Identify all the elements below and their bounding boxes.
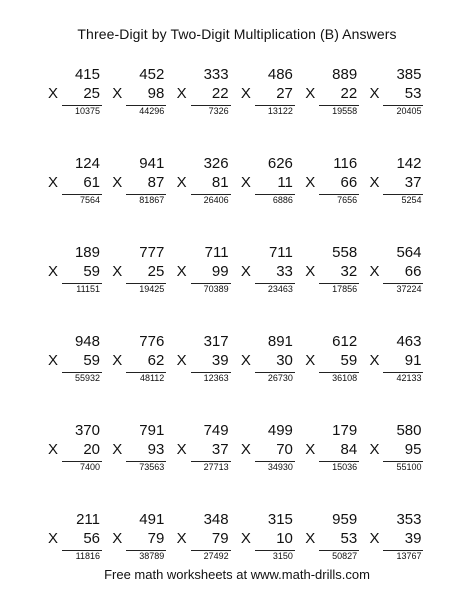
product-answer: 3150: [272, 551, 293, 561]
problem-13: [44, 244, 108, 333]
multiply-sign: X: [112, 441, 123, 458]
problem-36: [365, 511, 429, 600]
problem-7: [44, 155, 108, 244]
problem-24: [365, 333, 429, 422]
multiplier: 59: [340, 352, 358, 369]
multiply-sign: X: [48, 530, 59, 547]
multiply-sign: X: [240, 352, 251, 369]
product-answer: 5254: [401, 195, 422, 205]
multiplicand: 326: [203, 155, 229, 172]
problem-32: [108, 511, 172, 600]
multiplier: 39: [211, 352, 229, 369]
multiplicand: 211: [76, 511, 100, 528]
multiplier: 32: [340, 263, 358, 280]
problem-34: [237, 511, 301, 600]
multiply-sign: X: [48, 441, 59, 458]
multiply-sign: X: [240, 530, 251, 547]
problem-26: [108, 422, 172, 511]
product-answer: 15036: [332, 462, 358, 472]
multiply-sign: X: [176, 530, 187, 547]
problem-30: [365, 422, 429, 511]
product-answer: 19558: [332, 106, 358, 116]
multiplicand: 558: [332, 244, 358, 261]
multiplier: 53: [404, 85, 422, 102]
product-answer: 34930: [267, 462, 293, 472]
problem-2: [108, 66, 172, 155]
multiply-sign: X: [112, 530, 123, 547]
problem-14: [108, 244, 172, 333]
multiplicand: 370: [74, 422, 100, 439]
problem-31: [44, 511, 108, 600]
problem-4: [237, 66, 301, 155]
problem-6: [365, 66, 429, 155]
multiplicand: 385: [396, 66, 422, 83]
problem-12: [365, 155, 429, 244]
multiplier: 25: [147, 263, 165, 280]
product-answer: 81867: [139, 195, 165, 205]
problem-9: [173, 155, 237, 244]
multiply-sign: X: [305, 441, 316, 458]
problem-35: [301, 511, 365, 600]
problem-grid: [44, 66, 430, 600]
multiplicand: 612: [332, 333, 358, 350]
product-answer: 19425: [139, 284, 165, 294]
multiplicand: 959: [332, 511, 358, 528]
multiply-sign: X: [48, 352, 59, 369]
multiplicand: 353: [396, 511, 422, 528]
multiply-sign: X: [176, 352, 187, 369]
problem-21: [173, 333, 237, 422]
multiply-sign: X: [48, 174, 59, 191]
multiplier: 66: [404, 263, 422, 280]
multiplicand: 711: [268, 244, 293, 261]
problem-10: [237, 155, 301, 244]
multiplicand: 749: [203, 422, 229, 439]
product-answer: 27492: [203, 551, 229, 561]
multiplier: 61: [83, 174, 100, 191]
multiplicand: 189: [74, 244, 100, 261]
problem-1: [44, 66, 108, 155]
problem-8: [108, 155, 172, 244]
multiplier: 91: [404, 352, 422, 369]
problem-3: [173, 66, 237, 155]
multiplicand: 941: [139, 155, 165, 172]
multiplier: 84: [340, 441, 358, 458]
multiplicand: 499: [267, 422, 293, 439]
multiplier: 59: [83, 352, 100, 369]
product-answer: 70389: [203, 284, 229, 294]
product-answer: 73563: [139, 462, 165, 472]
product-answer: 55932: [74, 373, 100, 383]
multiplicand: 777: [139, 244, 165, 261]
multiply-sign: X: [305, 174, 316, 191]
multiply-sign: X: [369, 85, 380, 102]
multiplier: 10: [276, 530, 293, 547]
product-answer: 13122: [267, 106, 293, 116]
multiply-sign: X: [112, 263, 123, 280]
product-answer: 7656: [337, 195, 358, 205]
multiplier: 20: [83, 441, 100, 458]
multiply-sign: X: [369, 530, 380, 547]
problem-16: [237, 244, 301, 333]
multiplier: 95: [404, 441, 422, 458]
product-answer: 7564: [79, 195, 100, 205]
multiplier: 22: [340, 85, 358, 102]
multiply-sign: X: [176, 174, 187, 191]
multiply-sign: X: [369, 352, 380, 369]
product-answer: 50827: [332, 551, 358, 561]
product-answer: 23463: [267, 284, 293, 294]
multiplier: 66: [340, 174, 358, 191]
multiplicand: 348: [203, 511, 229, 528]
multiplier: 81: [211, 174, 229, 191]
multiply-sign: X: [369, 174, 380, 191]
product-answer: 11151: [76, 284, 100, 294]
product-answer: 11816: [75, 551, 100, 561]
multiply-sign: X: [240, 85, 251, 102]
problem-20: [108, 333, 172, 422]
multiply-sign: X: [176, 85, 187, 102]
multiplicand: 315: [267, 511, 293, 528]
multiplier: 53: [340, 530, 358, 547]
multiply-sign: X: [112, 174, 123, 191]
multiply-sign: X: [305, 352, 316, 369]
product-answer: 26406: [203, 195, 229, 205]
multiplicand: 891: [267, 333, 293, 350]
multiplicand: 626: [267, 155, 293, 172]
multiplier: 99: [211, 263, 229, 280]
problem-28: [237, 422, 301, 511]
multiplicand: 580: [396, 422, 422, 439]
multiplicand: 791: [139, 422, 165, 439]
multiply-sign: X: [48, 85, 59, 102]
multiplier: 37: [404, 174, 422, 191]
product-answer: 7326: [208, 106, 229, 116]
multiplier: 70: [276, 441, 293, 458]
multiplicand: 452: [139, 66, 165, 83]
multiplicand: 564: [396, 244, 422, 261]
product-answer: 37224: [396, 284, 422, 294]
problem-17: [301, 244, 365, 333]
multiplier: 11: [277, 174, 293, 191]
product-answer: 44296: [139, 106, 165, 116]
product-answer: 20405: [396, 106, 422, 116]
product-answer: 12363: [203, 373, 229, 383]
product-answer: 26730: [267, 373, 293, 383]
multiplicand: 116: [333, 155, 358, 172]
problem-22: [237, 333, 301, 422]
multiply-sign: X: [240, 174, 251, 191]
multiplier: 62: [147, 352, 165, 369]
product-answer: 13767: [396, 551, 422, 561]
multiplicand: 948: [74, 333, 100, 350]
multiply-sign: X: [305, 530, 316, 547]
multiplicand: 711: [204, 244, 229, 261]
product-answer: 38789: [139, 551, 165, 561]
multiplier: 37: [211, 441, 229, 458]
problem-29: [301, 422, 365, 511]
multiply-sign: X: [48, 263, 59, 280]
problem-23: [301, 333, 365, 422]
product-answer: 7400: [79, 462, 100, 472]
multiplier: 79: [211, 530, 229, 547]
multiplier: 22: [211, 85, 229, 102]
problem-19: [44, 333, 108, 422]
multiplier: 33: [276, 263, 293, 280]
multiply-sign: X: [176, 441, 187, 458]
multiplicand: 179: [332, 422, 358, 439]
multiplier: 93: [147, 441, 165, 458]
product-answer: 55100: [396, 462, 422, 472]
multiplier: 98: [147, 85, 165, 102]
problem-5: [301, 66, 365, 155]
multiplier: 30: [276, 352, 293, 369]
product-answer: 48112: [139, 373, 165, 383]
multiply-sign: X: [112, 85, 123, 102]
multiplier: 56: [83, 530, 100, 547]
multiplier: 79: [147, 530, 165, 547]
product-answer: 42133: [396, 373, 422, 383]
worksheet-title: Three-Digit by Two-Digit Multiplication (B) Answers: [77, 26, 397, 42]
multiply-sign: X: [369, 263, 380, 280]
product-answer: 6886: [272, 195, 293, 205]
problem-11: [301, 155, 365, 244]
multiplier: 59: [83, 263, 100, 280]
multiply-sign: X: [369, 441, 380, 458]
multiplicand: 124: [74, 155, 100, 172]
multiplicand: 463: [396, 333, 422, 350]
product-answer: 36108: [332, 373, 358, 383]
multiplicand: 415: [74, 66, 100, 83]
multiplicand: 333: [203, 66, 229, 83]
multiply-sign: X: [240, 263, 251, 280]
multiplier: 25: [83, 85, 100, 102]
multiply-sign: X: [305, 85, 316, 102]
multiplicand: 889: [332, 66, 358, 83]
multiply-sign: X: [112, 352, 123, 369]
product-answer: 10375: [74, 106, 100, 116]
multiplicand: 491: [139, 511, 165, 528]
problem-25: [44, 422, 108, 511]
product-answer: 17856: [332, 284, 358, 294]
multiplicand: 142: [396, 155, 422, 172]
multiplicand: 317: [203, 333, 229, 350]
multiply-sign: X: [240, 441, 251, 458]
multiplicand: 486: [267, 66, 293, 83]
multiplier: 87: [147, 174, 165, 191]
multiplicand: 776: [139, 333, 165, 350]
problem-15: [173, 244, 237, 333]
multiply-sign: X: [176, 263, 187, 280]
multiplier: 39: [404, 530, 422, 547]
problem-27: [173, 422, 237, 511]
multiplier: 27: [276, 85, 293, 102]
multiply-sign: X: [305, 263, 316, 280]
product-answer: 27713: [203, 462, 229, 472]
problem-18: [365, 244, 429, 333]
problem-33: [173, 511, 237, 600]
footer-text: Free math worksheets at www.math-drills.com: [104, 567, 370, 582]
